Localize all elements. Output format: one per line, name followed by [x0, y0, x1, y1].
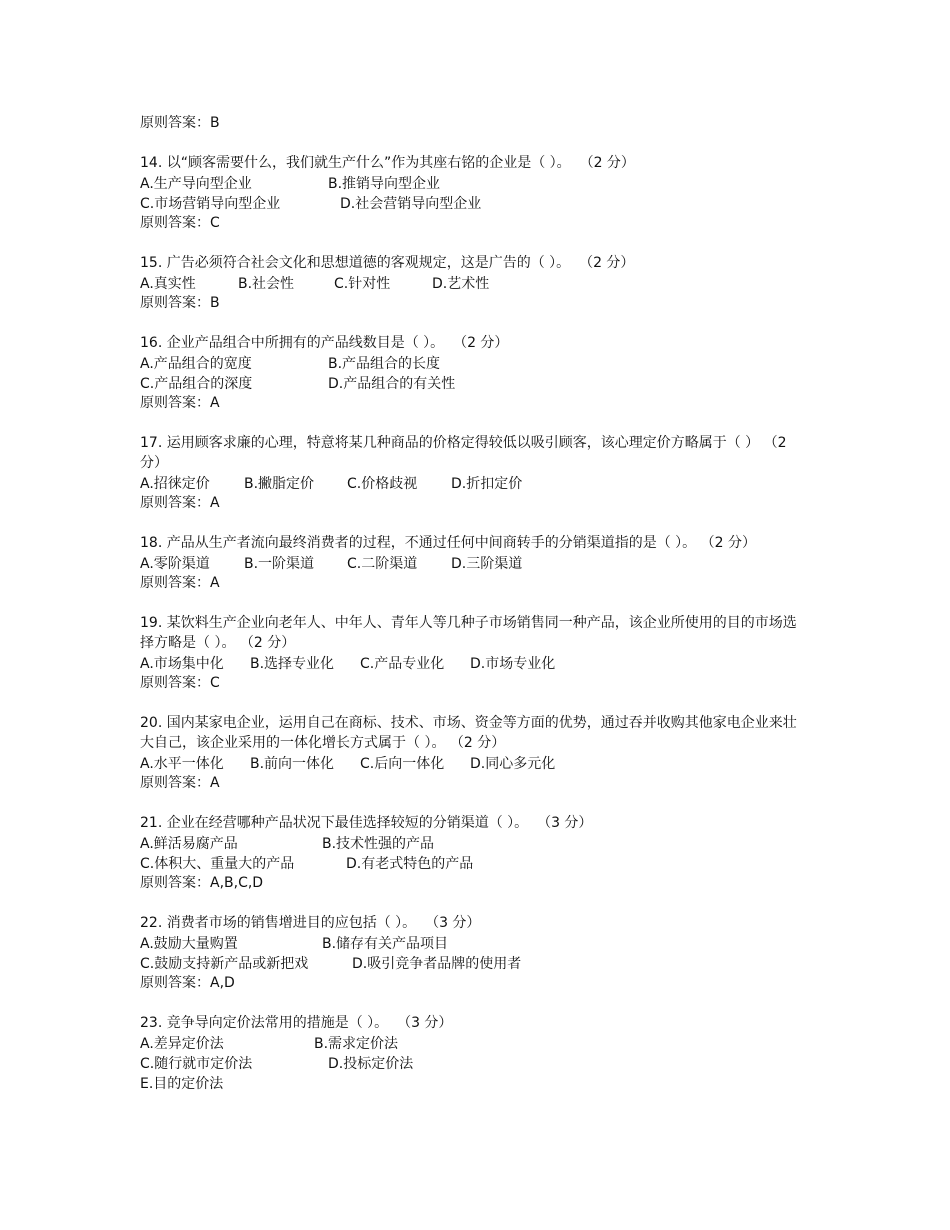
option: B.产品组合的长度	[328, 356, 441, 372]
option: C.二阶渠道	[347, 556, 418, 572]
option: B.需求定价法	[314, 1036, 399, 1052]
question-stem: 23. 竞争导向定价法常用的措施是（ ）。 （3 分）	[140, 1015, 453, 1031]
question-stem: 19. 某饮料生产企业向老年人、中年人、青年人等几种子市场销售同一种产品，该企业所使用的目的市场选择方略是（ ）。 （2 分）	[140, 615, 797, 651]
option: A.鼓励大量购置	[140, 936, 238, 952]
option: C.后向一体化	[360, 756, 445, 772]
option: B.技术性强的产品	[322, 836, 435, 852]
option: C.鼓励支持新产品或新把戏	[140, 956, 309, 972]
option-row	[140, 753, 810, 773]
option-row	[140, 1033, 810, 1053]
option-row	[140, 853, 810, 873]
option: C.针对性	[334, 276, 391, 292]
option: A.招徕定价	[140, 476, 210, 492]
option: D.艺术性	[432, 276, 490, 292]
option: B.一阶渠道	[244, 556, 315, 572]
option: C.产品组合的深度	[140, 376, 253, 392]
option: A.真实性	[140, 276, 196, 292]
answer-line: 原则答案：A	[140, 775, 220, 791]
option: A.水平一体化	[140, 756, 224, 772]
option-row	[140, 353, 810, 373]
option-row	[140, 833, 810, 853]
question-block	[140, 433, 810, 513]
question-block	[140, 813, 810, 893]
option: D.有老式特色的产品	[346, 856, 474, 872]
option-row	[140, 553, 810, 573]
answer-line: 原则答案：A	[140, 495, 220, 511]
answer-line: 原则答案：B	[140, 295, 220, 311]
option: A.零阶渠道	[140, 556, 210, 572]
option: A.市场集中化	[140, 656, 224, 672]
answer-line: 原则答案：A,B,C,D	[140, 875, 264, 891]
option-row	[140, 953, 810, 973]
option-row	[140, 373, 810, 393]
option: D.三阶渠道	[451, 556, 523, 572]
option: D.产品组合的有关性	[328, 376, 456, 392]
option: B.撇脂定价	[244, 476, 315, 492]
question-block	[140, 1013, 810, 1093]
option-row	[140, 653, 810, 673]
option: A.产品组合的宽度	[140, 356, 252, 372]
question-stem: 17. 运用顾客求廉的心理，特意将某几种商品的价格定得较低以吸引顾客，该心理定价方略属于（ ） （2 分）	[140, 435, 787, 471]
option-row	[140, 473, 810, 493]
answer-line: 原则答案：C	[140, 215, 220, 231]
option: D.市场专业化	[470, 656, 556, 672]
question-block	[140, 713, 810, 793]
option: A.生产导向型企业	[140, 176, 252, 192]
question-block	[140, 913, 810, 993]
option-row	[140, 1073, 810, 1093]
option: D.社会营销导向型企业	[340, 196, 482, 212]
option: D.吸引竞争者品牌的使用者	[352, 956, 522, 972]
option-row	[140, 193, 810, 213]
answer-line: 原则答案：A,D	[140, 975, 235, 991]
option: B.推销导向型企业	[328, 176, 441, 192]
option-row	[140, 173, 810, 193]
question-stem: 18. 产品从生产者流向最终消费者的过程，不通过任何中间商转手的分销渠道指的是（ ）。 （2 分）	[140, 535, 756, 551]
answer-line: 原则答案：A	[140, 575, 220, 591]
option: C.随行就市定价法	[140, 1056, 253, 1072]
question-stem: 14. 以“顾客需要什么，我们就生产什么”作为其座右铭的企业是（ ）。 （2 分）	[140, 155, 635, 171]
answer-line: 原则答案：A	[140, 395, 220, 411]
question-stem: 22. 消费者市场的销售增进目的应包括（ ）。 （3 分）	[140, 915, 481, 931]
question-block	[140, 533, 810, 593]
option: C.市场营销导向型企业	[140, 196, 281, 212]
option-row	[140, 273, 810, 293]
option: B.储存有关产品项目	[322, 936, 449, 952]
option-row	[140, 1053, 810, 1073]
option: C.体积大、重量大的产品	[140, 856, 295, 872]
question-block	[140, 333, 810, 413]
option: D.投标定价法	[328, 1056, 414, 1072]
option: E.目的定价法	[140, 1076, 224, 1092]
option: D.同心多元化	[470, 756, 556, 772]
option-row	[140, 933, 810, 953]
option: D.折扣定价	[451, 476, 523, 492]
option: B.选择专业化	[250, 656, 335, 672]
answer-line: 原则答案：C	[140, 675, 220, 691]
question-stem: 15. 广告必须符合社会文化和思想道德的客观规定，这是广告的（ ）。 （2 分）	[140, 255, 635, 271]
question-block	[140, 613, 810, 693]
option: A.鲜活易腐产品	[140, 836, 238, 852]
document-body	[140, 113, 810, 1093]
top-answer: 原则答案：B	[140, 115, 220, 131]
option: C.价格歧视	[347, 476, 418, 492]
option: A.差异定价法	[140, 1036, 224, 1052]
question-stem: 21. 企业在经营哪种产品状况下最佳选择较短的分销渠道（ ）。 （3 分）	[140, 815, 593, 831]
question-stem: 16. 企业产品组合中所拥有的产品线数目是（ ）。 （2 分）	[140, 335, 509, 351]
question-block	[140, 253, 810, 313]
option: B.前向一体化	[250, 756, 335, 772]
question-block	[140, 153, 810, 233]
question-stem: 20. 国内某家电企业，运用自己在商标、技术、市场、资金等方面的优势，通过吞并收购其他家电企业来壮大自己，该企业采用的一体化增长方式属于（ ）。 （2 分）	[140, 715, 797, 751]
option: B.社会性	[238, 276, 295, 292]
option: C.产品专业化	[360, 656, 445, 672]
